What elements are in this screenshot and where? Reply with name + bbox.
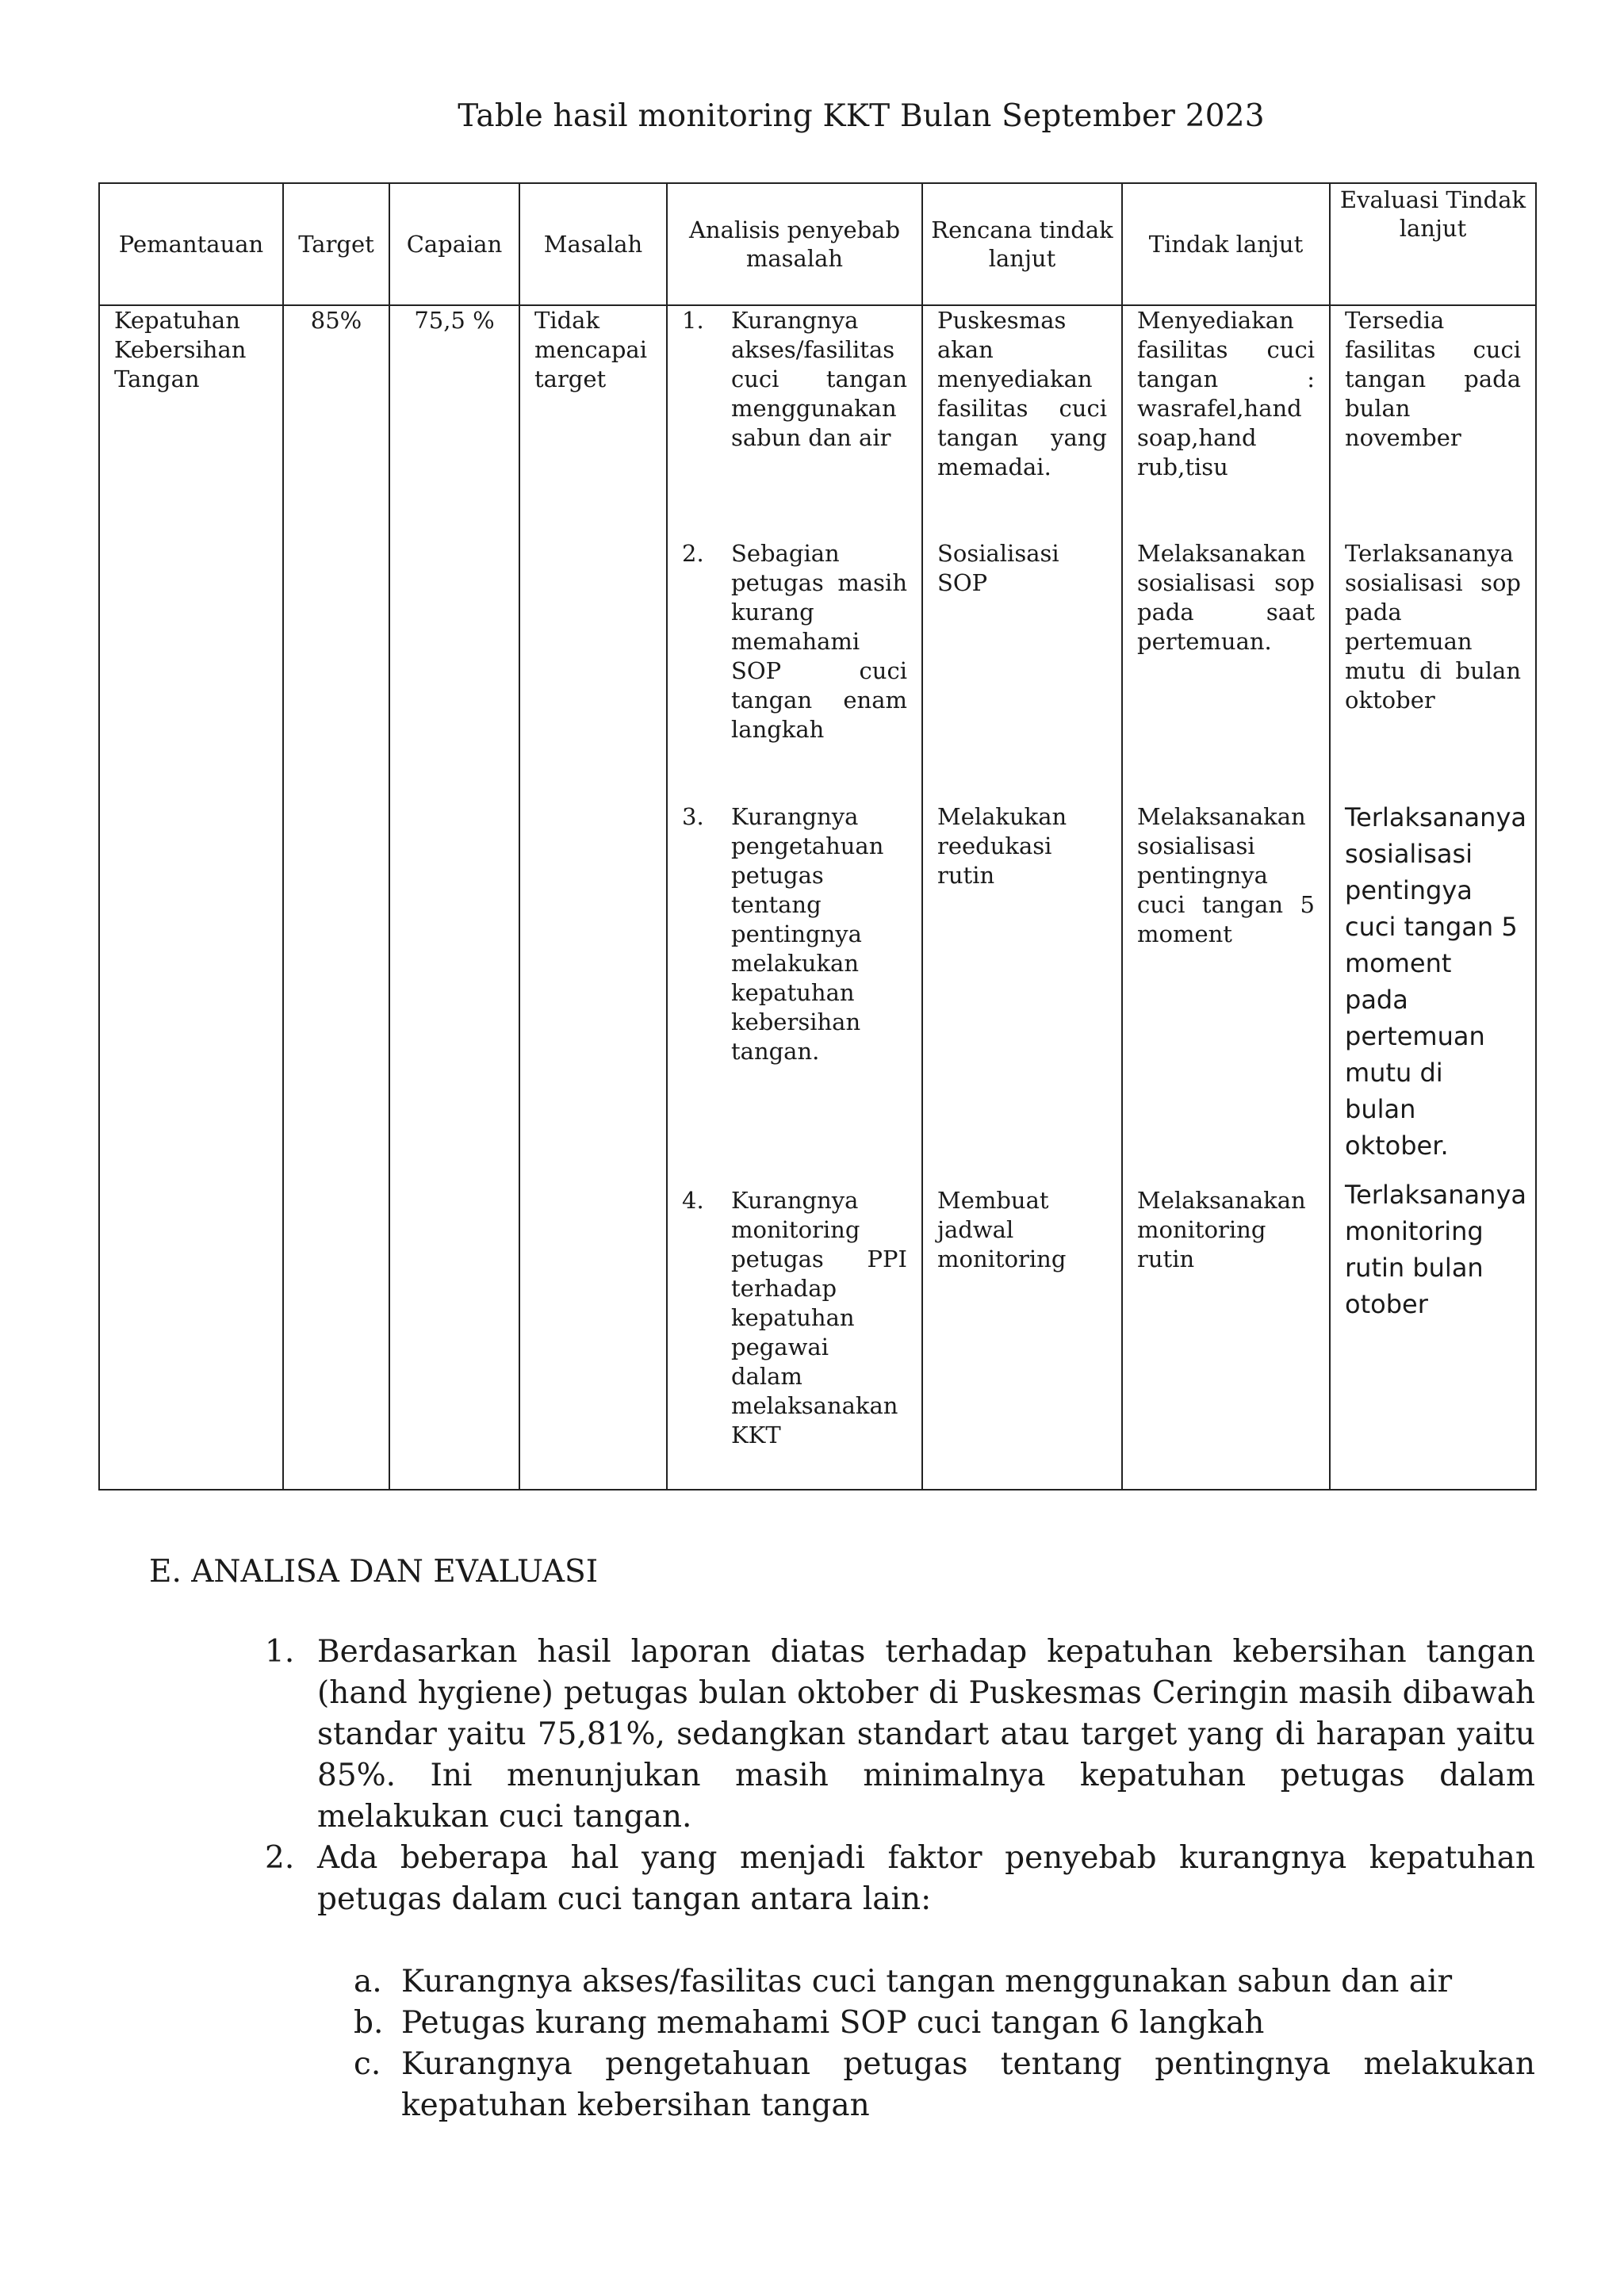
cell-target [283, 305, 389, 1490]
analisis-number: 2. [682, 540, 704, 567]
rencana-item-4: Membuat jadwal monitoring [937, 1187, 1067, 1272]
evaluasi-item-3: Terlaksananya sosialisasi pentingya cuci tangan 5 moment pada pertemuan mutu di bulan oktober. [1345, 802, 1526, 1161]
header-rencana: Rencana tindak lanjut [922, 183, 1122, 305]
factor-label: b. [354, 2005, 384, 2041]
analisis-text: Kurangnya akses/fasilitas cuci tangan menggunakan sabun dan air [731, 307, 907, 451]
analisis-item-4 [682, 1186, 907, 1450]
tindak-item-2: Melaksanakan sosialisasi sop pada saat pertemuan. [1137, 540, 1315, 655]
cell-pemantauan [99, 305, 283, 1490]
cell-evaluasi [1330, 305, 1536, 1490]
header-analisis: Analisis penyebab masalah [667, 183, 922, 305]
header-masalah: Masalah [519, 183, 667, 305]
factor-label: c. [354, 2046, 381, 2082]
header-pemantauan: Pemantauan [99, 183, 283, 305]
target-value: 85% [310, 307, 362, 334]
rencana-item-2: Sosialisasi SOP [937, 540, 1059, 596]
cell-analisis [667, 305, 922, 1490]
rencana-item-3: Melakukan reedukasi rutin [937, 803, 1067, 889]
cell-tindak-lanjut [1122, 305, 1330, 1490]
tindak-item-3: Melaksanakan sosialisasi pentingnya cuci tangan 5 moment [1137, 803, 1315, 947]
cell-rencana [922, 305, 1122, 1490]
analysis-list [265, 1632, 1535, 2126]
header-evaluasi: Evaluasi Tindak lanjut [1330, 183, 1536, 305]
tindak-item-1: Menyediakan fasilitas cuci tangan : wasrafel,hand soap,hand rub,tisu [1137, 307, 1315, 480]
factor-label: a. [354, 1964, 382, 1999]
factor-text: Kurangnya akses/fasilitas cuci tangan menggunakan sabun dan air [401, 1964, 1453, 1999]
list-text: Ada beberapa hal yang menjadi faktor penyebab kurangnya kepatuhan petugas dalam cuci tangan antara lain: [317, 1840, 1535, 1917]
list-number: 1. [265, 1634, 295, 1670]
analisis-item-3 [682, 802, 907, 1066]
capaian-value: 75,5 % [414, 307, 495, 334]
analisis-item-1 [682, 306, 907, 453]
factor-text: Kurangnya pengetahuan petugas tentang pentingnya melakukan kepatuhan kebersihan tangan [401, 2046, 1535, 2123]
factor-item [354, 2044, 1535, 2126]
page-title: Table hasil monitoring KKT Bulan September 2023 [458, 98, 1265, 134]
list-number: 2. [265, 1840, 295, 1876]
analisis-text: Sebagian petugas masih kurang memahami SOP cuci tangan enam langkah [731, 540, 907, 743]
analisis-item-2 [682, 539, 907, 744]
analisis-text: Kurangnya monitoring petugas PPI terhadap kepatuhan pegawai dalam melaksanakan KKT [731, 1187, 907, 1448]
cell-capaian [389, 305, 519, 1490]
masalah-text: Tidak mencapai target [534, 307, 647, 392]
analisis-number: 1. [682, 307, 704, 334]
evaluasi-item-2: Terlaksananya sosialisasi sop pada pertemuan mutu di bulan oktober [1345, 540, 1521, 714]
rencana-item-1: Puskesmas akan menyediakan fasilitas cuci tangan yang memadai. [937, 307, 1107, 480]
table-row [99, 305, 1536, 1490]
factor-item [354, 2003, 1535, 2044]
monitoring-table [98, 182, 1537, 1490]
analisis-number: 4. [682, 1187, 704, 1214]
analisis-text: Kurangnya pengetahuan petugas tentang pentingnya melakukan kepatuhan kebersihan tangan. [731, 803, 884, 1065]
header-target: Target [283, 183, 389, 305]
cell-masalah [519, 305, 667, 1490]
list-item [265, 1632, 1535, 1838]
factor-text: Petugas kurang memahami SOP cuci tangan 6 langkah [401, 2005, 1265, 2041]
section-heading: E. ANALISA DAN EVALUASI [149, 1554, 599, 1590]
tindak-item-4: Melaksanakan monitoring rutin [1137, 1187, 1306, 1272]
list-text: Berdasarkan hasil laporan diatas terhadap kepatuhan kebersihan tangan (hand hygiene) petugas bulan oktober di Puskesmas Ceringin masih dibawah standar yaitu 75,81%, sedangkan standart atau target yang di harapan yaitu 85%. Ini menunjukan masih minimalnya kepatuhan petugas dalam melakukan cuci tangan. [317, 1634, 1535, 1835]
table-header-row [99, 183, 1536, 305]
pemantauan-text: Kepatuhan Kebersihan Tangan [114, 307, 247, 392]
factor-item [354, 1961, 1535, 2003]
analisis-number: 3. [682, 803, 704, 830]
evaluasi-item-1: Tersedia fasilitas cuci tangan pada bulan november [1345, 307, 1521, 451]
evaluasi-item-4: Terlaksananya monitoring rutin bulan otober [1345, 1180, 1526, 1319]
header-tindak-lanjut: Tindak lanjut [1122, 183, 1330, 305]
factor-list [265, 1961, 1535, 2126]
header-capaian: Capaian [389, 183, 519, 305]
list-item [265, 1838, 1535, 1920]
